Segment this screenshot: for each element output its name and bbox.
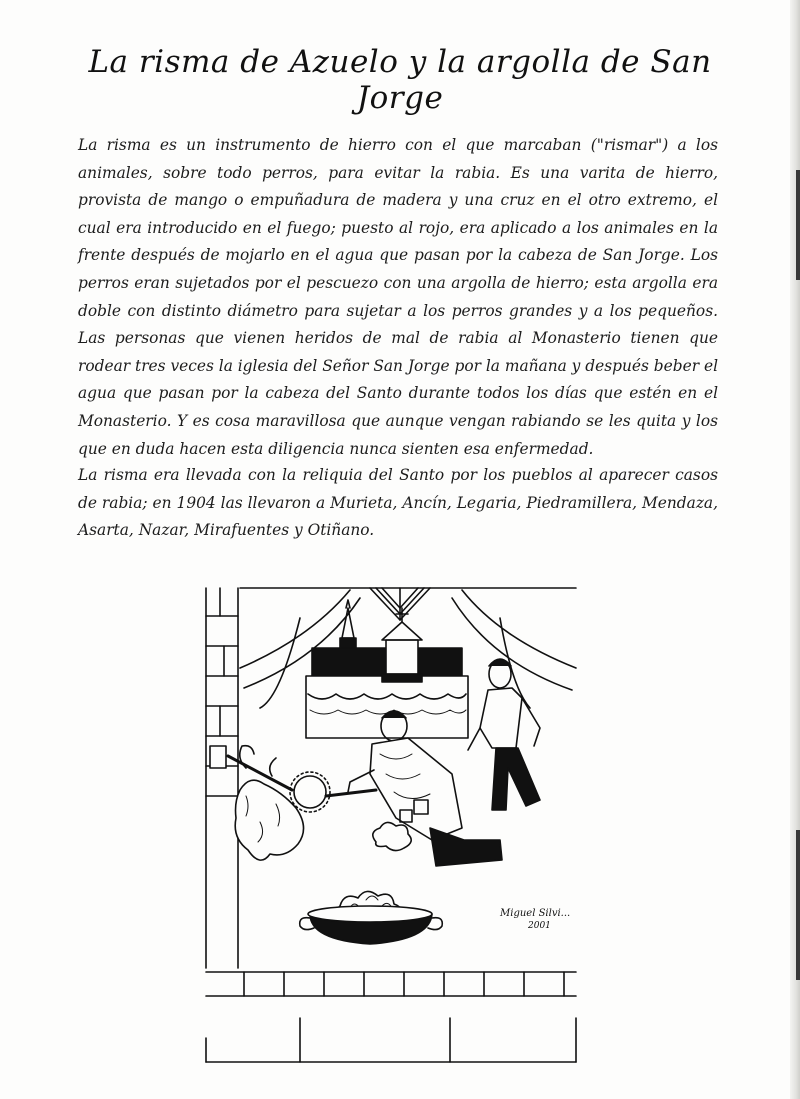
brazier <box>300 906 443 944</box>
risma-iron-rod <box>210 746 376 796</box>
tiled-floor <box>206 972 576 1062</box>
artist-signature: Miguel Silvi... <box>500 908 571 919</box>
page-edge-shadow <box>790 0 800 1099</box>
illustration-svg <box>200 578 580 1064</box>
stone-wall <box>206 588 238 968</box>
scan-edge-mark <box>796 170 800 280</box>
paragraph-risma-villages: La risma era llevada con la reliquia del Santo por los pueblos al aparecer casos de rabia; en 1904 las llevaron a Murieta, Ancín, Legaria, Piedramillera, Mendaza, Asarta, Nazar, Mirafuentes y Otiñano. <box>78 466 718 540</box>
page-title: La risma de Azuelo y la argolla de San Jorge <box>88 44 712 116</box>
scan-edge-mark <box>796 830 800 980</box>
monstrance-inscription: IHS <box>389 660 407 670</box>
ink-illustration <box>200 578 580 1064</box>
altar-canopy <box>370 588 430 620</box>
paragraph-risma-description: La risma es un instrumento de hierro con el que marcaban ("rismar") a los animales, sobre todo perros, para evitar la rabia. Es una varita de hierro, provista de mango o empuñadura de madera y una cruz en el otro extremo, el cual era introducido en el fuego; puesto al rojo, era aplicado a los animales en la frente después de mojarlo en el agua que pasan por la cabeza de San Jorge. Los perros eran sujetados por el pescuezo con una argolla de hierro; esta argolla era doble con distinto diámetro para sujetar a los perros grandes y a los pequeños. Las personas que vienen heridos de mal de rabia al Monasterio tienen que rodear tres veces la iglesia del Señor San Jorge por la mañana y después beber el agua que pasan por la cabeza del Santo durante todos los días que estén en el Monasterio. Y es cosa maravillosa que aunque vengan rabiando se les quita y los que en duda hacen esta diligencia nunca sienten esa enfermedad. <box>78 136 718 458</box>
bystander-figure <box>468 659 540 810</box>
dog-figure <box>235 746 330 860</box>
artist-signature-year: 2001 <box>528 921 551 931</box>
reliquary <box>382 608 422 682</box>
